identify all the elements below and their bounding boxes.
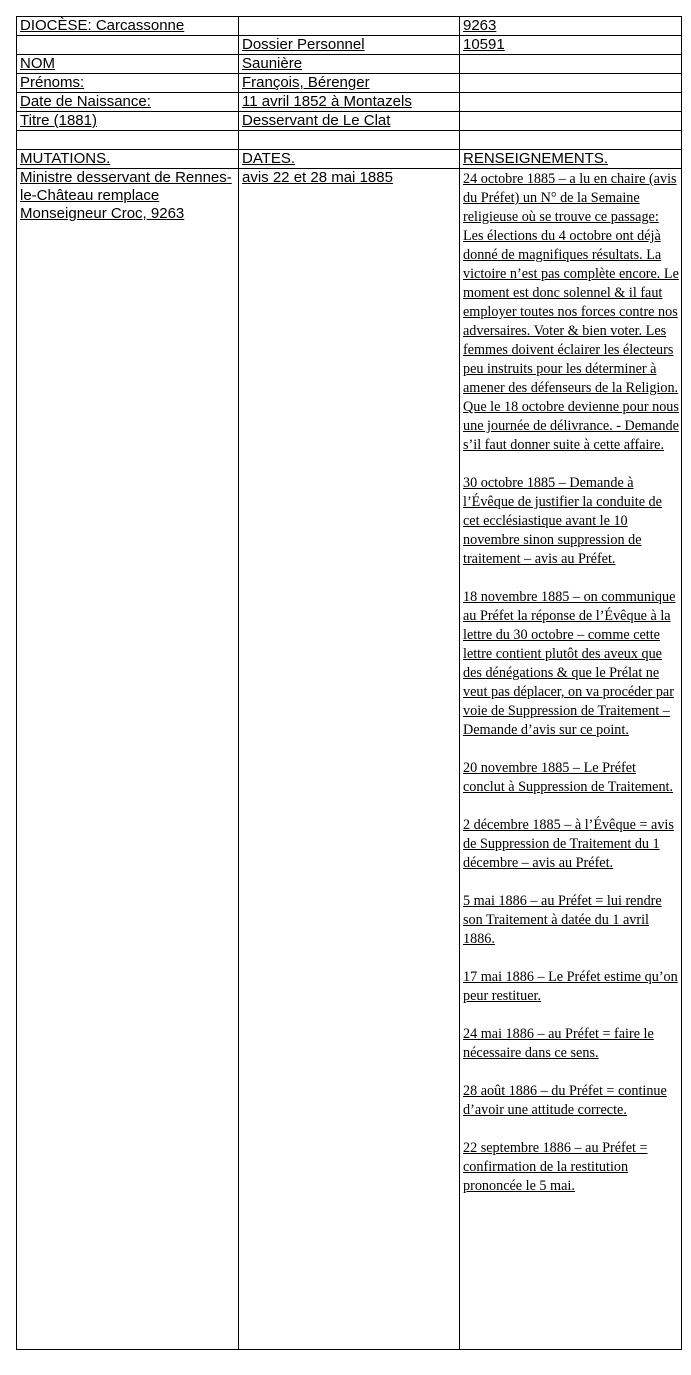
dossier-table (16, 16, 682, 1350)
note-text: 30 octobre 1885 – Demande à l’Évêque de justifier la conduite de cet ecclésiastique avant le 10 novembre sinon suppression de traitement – avis au Préfet. (463, 475, 662, 567)
identity-value-cell (239, 74, 460, 93)
identity-value: 11 avril 1852 à Montazels (242, 93, 412, 110)
note-text: 24 mai 1886 – au Préfet = faire le nécessaire dans ce sens. (463, 1026, 654, 1061)
note-entry (463, 968, 679, 1006)
dossier-label-cell (239, 36, 460, 55)
ref-top-cell (460, 17, 682, 36)
notes-cell (460, 169, 682, 1350)
dossier-number-text: 10591 (463, 36, 505, 53)
empty-cell (239, 131, 460, 150)
ref-top-text: 9263 (463, 17, 497, 34)
identity-label: Date de Naissance: (20, 93, 151, 110)
empty-cell (460, 131, 682, 150)
diocese-text: DIOCÈSE: Carcassonne (20, 17, 185, 34)
empty-cell (239, 17, 460, 36)
identity-row-prenoms (17, 74, 682, 93)
column-header-dates-text: DATES. (242, 150, 296, 167)
column-header-renseignements-text: RENSEIGNEMENTS. (463, 150, 609, 167)
date-cell (239, 169, 460, 1350)
header-row-diocese (17, 17, 682, 36)
note-text: 24 octobre 1885 – a lu en chaire (avis du Préfet) un N° de la Semaine religieuse où se trouve ce passage: Les élections du 4 octobre ont déjà donné de magnifiques résultats. La victoire n’est pas complète encore. Le moment est donc solennel & il faut employer toutes nos forces contre nos adversaires. Voter & bien voter. Les femmes doivent éclairer les électeurs peu instruits pour les déterminer à amener des défenseurs de la Religion. Que le 18 octobre devienne pour nous une journée de délivrance. - Demande s’il faut donner suite à cette affaire. (463, 171, 679, 453)
mutation-cell (17, 169, 239, 1350)
column-header-dates (239, 150, 460, 169)
identity-value-cell (239, 112, 460, 131)
identity-label-cell (17, 55, 239, 74)
identity-value: François, Bérenger (242, 74, 370, 91)
column-header-row (17, 150, 682, 169)
note-entry (463, 588, 679, 740)
identity-value: Desservant de Le Clat (242, 112, 391, 129)
note-text: 20 novembre 1885 – Le Préfet conclut à Suppression de Traitement. (463, 760, 674, 795)
note-text: 5 mai 1886 – au Préfet = lui rendre son Traitement à datée du 1 avril 1886. (463, 893, 662, 947)
empty-cell (17, 131, 239, 150)
identity-row-nom (17, 55, 682, 74)
mutation-text: Ministre desservant de Rennes-le-Château remplace Monseigneur Croc, 9263 (20, 169, 232, 222)
empty-cell (460, 55, 682, 74)
identity-row-titre (17, 112, 682, 131)
header-row-dossier (17, 36, 682, 55)
empty-cell (460, 74, 682, 93)
note-entry (463, 474, 679, 569)
identity-value: Saunière (242, 55, 303, 72)
record-row (17, 169, 682, 1350)
identity-label-cell (17, 112, 239, 131)
note-text: 28 août 1886 – du Préfet = continue d’avoir une attitude correcte. (463, 1083, 667, 1118)
identity-value-cell (239, 55, 460, 74)
identity-label-cell (17, 74, 239, 93)
identity-row-naissance (17, 93, 682, 112)
column-header-renseignements (460, 150, 682, 169)
identity-value-cell (239, 93, 460, 112)
identity-label: Prénoms: (20, 74, 85, 91)
note-entry (463, 1025, 679, 1063)
note-entry (463, 1082, 679, 1120)
column-header-mutations-text: MUTATIONS. (20, 150, 111, 167)
column-header-mutations (17, 150, 239, 169)
identity-label: NOM (20, 55, 55, 72)
note-text: 17 mai 1886 – Le Préfet estime qu’on peur restituer. (463, 969, 678, 1004)
identity-label: Titre (1881) (20, 112, 97, 129)
note-entry (463, 892, 679, 949)
note-entry (463, 1139, 679, 1196)
note-text: 18 novembre 1885 – on communique au Préfet la réponse de l’Évêque à la lettre du 30 octobre – comme cette lettre contient plutôt des aveux que des dénégations & que le Prélat ne veut pas déplacer, on va procéder par voie de Suppression de Traitement – Demande d’avis sur ce point. (463, 589, 676, 738)
blank-row (17, 131, 682, 150)
dossier-label-text: Dossier Personnel (242, 36, 365, 53)
note-text: 2 décembre 1885 – à l’Évêque = avis de Suppression de Traitement du 1 décembre – avis au Préfet. (463, 817, 674, 871)
diocese-cell (17, 17, 239, 36)
identity-label-cell (17, 93, 239, 112)
date-text: avis 22 et 28 mai 1885 (242, 169, 393, 186)
dossier-number-cell (460, 36, 682, 55)
note-entry (463, 816, 679, 873)
empty-cell (460, 112, 682, 131)
empty-cell (17, 36, 239, 55)
note-text: 22 septembre 1886 – au Préfet = confirmation de la restitution prononcée le 5 mai. (463, 1140, 648, 1194)
note-entry (463, 759, 679, 797)
empty-cell (460, 93, 682, 112)
note-entry (463, 170, 679, 455)
